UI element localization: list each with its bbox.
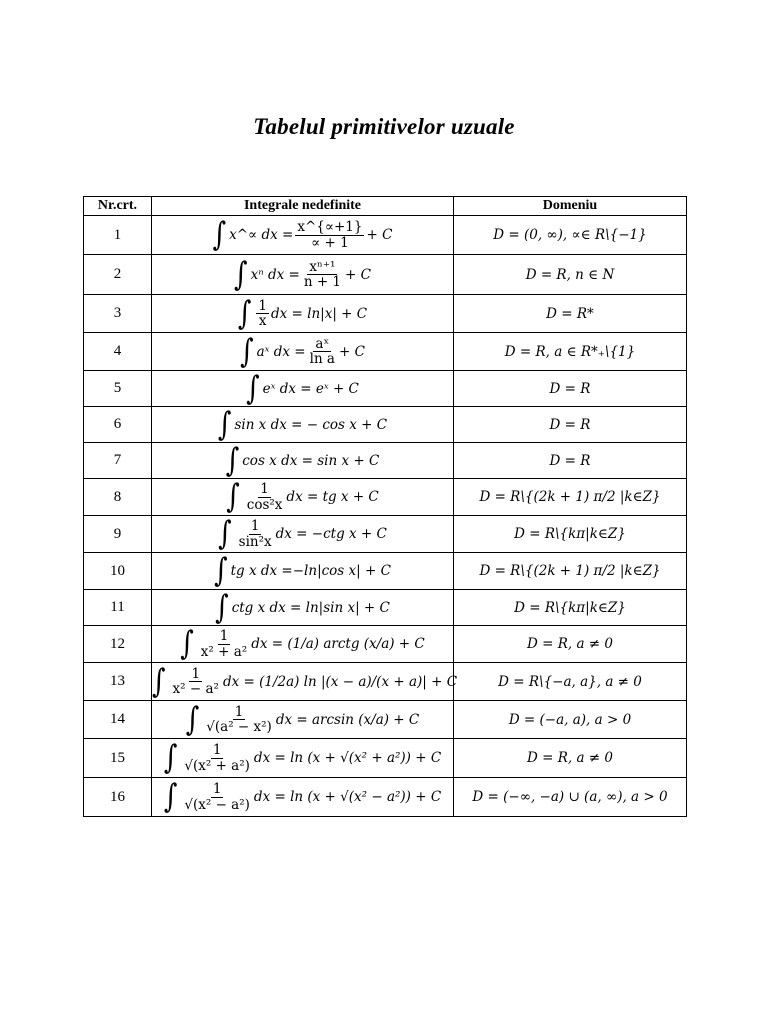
domain-cell: D = R [454, 443, 687, 479]
formula-body [152, 662, 458, 701]
integral-sign: ∫ [226, 478, 240, 516]
formula-body [234, 255, 371, 294]
integral-formula [152, 255, 454, 295]
integrand-fraction-denominator: x [258, 313, 267, 329]
integral-formula [152, 295, 454, 333]
integral-sign: ∫ [163, 778, 178, 816]
page-title: Tabelul primitivelor uzuale [253, 114, 515, 139]
integral-sign: ∫ [217, 405, 232, 444]
integrand-fraction-numerator: 1 [234, 703, 244, 720]
integral-formula [152, 333, 454, 371]
domain-cell: D = R, a ∈ R*₊\{1} [454, 333, 687, 371]
integrand-fraction-denominator: cos²x [246, 496, 283, 513]
table-row [84, 295, 687, 333]
table-row [84, 333, 687, 371]
integral-formula [152, 443, 454, 479]
header-nr: Nr.crt. [84, 197, 152, 216]
row-number: 5 [84, 371, 152, 407]
integral-sign: ∫ [237, 294, 252, 333]
domain-cell: D = R, n ∈ N [454, 255, 687, 295]
integral-formula [152, 778, 454, 817]
formula-result: dx = ln|x| + C [271, 305, 368, 322]
row-number: 8 [84, 479, 152, 516]
formula-body [226, 478, 379, 516]
integrand-fraction-denominator: sin²x [238, 533, 272, 550]
integral-sign: ∫ [212, 216, 227, 254]
integral-formula [152, 701, 454, 739]
formula-body [240, 332, 365, 371]
integrand-fraction-numerator: 1 [250, 518, 260, 535]
integrand-fraction-denominator: √(x² − a²) [184, 796, 250, 813]
result-fraction-denominator: n + 1 [303, 274, 342, 290]
table-row [84, 255, 687, 295]
row-number: 3 [84, 295, 152, 333]
result-fraction [308, 337, 337, 366]
domain-cell: D = R\{kπ|k∈Z} [454, 516, 687, 553]
formula-body [185, 700, 420, 739]
integrand-fraction-numerator: 1 [258, 297, 268, 314]
table-row [84, 663, 687, 701]
row-number: 6 [84, 407, 152, 443]
integrand-fraction-denominator: x² − a² [172, 681, 219, 697]
table-row [84, 216, 687, 255]
domain-cell: D = R\{(2k + 1) π/2 |k∈Z} [454, 479, 687, 516]
domain-cell: D = R* [454, 295, 687, 333]
table-row [84, 778, 687, 817]
integrand-fraction [245, 482, 285, 511]
domain-cell: D = (−a, a), a > 0 [454, 701, 687, 739]
integral-sign: ∫ [215, 588, 229, 627]
integrand-fraction-denominator: √(x² + a²) [184, 757, 250, 774]
integrand: xⁿ dx = [250, 266, 300, 283]
domain-cell: D = R\{kπ|k∈Z} [454, 590, 687, 626]
formula-result: dx = (1/a) arctg (x/a) + C [251, 636, 425, 652]
formula-text: cos x dx = sin x + C [242, 452, 380, 469]
row-number: 14 [84, 701, 152, 739]
formula-body [180, 625, 425, 663]
integrand: x^∝ dx = [229, 227, 294, 243]
formula-result: dx = arcsin (x/a) + C [275, 711, 420, 728]
formula-result: dx = ln (x + √(x² − a²)) + C [253, 789, 442, 805]
integral-formula [152, 590, 454, 626]
header-integrals: Integrale nedefinite [152, 197, 454, 216]
result-fraction [302, 260, 343, 289]
integral-formula [152, 626, 454, 663]
integral-formula [152, 407, 454, 443]
table-row [84, 516, 687, 553]
integral-formula [152, 739, 454, 778]
table-row [84, 371, 687, 407]
table-row [84, 701, 687, 739]
integral-sign: ∫ [152, 662, 166, 701]
integral-formula [152, 479, 454, 516]
row-number: 12 [84, 626, 152, 663]
formula-text: sin x dx = − cos x + C [234, 416, 388, 433]
formula-body [215, 588, 390, 627]
integral-sign: ∫ [185, 700, 200, 739]
integrand-fraction [204, 705, 274, 734]
constant: + C [366, 227, 393, 243]
integral-formula [152, 553, 454, 590]
row-number: 16 [84, 778, 152, 817]
integral-sign: ∫ [246, 369, 260, 408]
formula-body [225, 441, 380, 480]
integral-sign: ∫ [214, 552, 228, 590]
table-row [84, 739, 687, 778]
integrand: aˣ dx = [256, 343, 306, 360]
row-number: 11 [84, 590, 152, 626]
integrand-fraction-numerator: 1 [260, 481, 269, 498]
domain-cell: D = (−∞, −a) ∪ (a, ∞), a > 0 [454, 778, 687, 817]
integrand-fraction-denominator: x² + a² [200, 643, 248, 660]
formula-body [163, 778, 442, 816]
row-number: 15 [84, 739, 152, 778]
result-fraction-denominator: ln a [309, 351, 335, 367]
integral-sign: ∫ [218, 515, 232, 553]
formula-body [217, 405, 388, 444]
row-number: 10 [84, 553, 152, 590]
result-fraction-numerator: xⁿ⁺¹ [309, 258, 336, 275]
domain-cell: D = R, a ≠ 0 [454, 626, 687, 663]
integrand-fraction-numerator: 1 [191, 665, 201, 682]
domain-cell: D = (0, ∞), ∝∈ R\{−1} [454, 216, 687, 255]
table-row [84, 626, 687, 663]
row-number: 1 [84, 216, 152, 255]
integrand-fraction-numerator: 1 [219, 628, 229, 645]
formula-body [212, 216, 393, 254]
domain-cell: D = R\{−a, a}, a ≠ 0 [454, 663, 687, 701]
integral-sign: ∫ [240, 332, 254, 371]
integral-formula [152, 371, 454, 407]
integral-formula [152, 662, 458, 701]
row-number: 4 [84, 333, 152, 371]
result-fraction [295, 220, 364, 249]
row-number: 9 [84, 516, 152, 553]
integrand-fraction [182, 743, 252, 772]
integrand-fraction-numerator: 1 [212, 781, 222, 798]
formula-body [214, 552, 391, 590]
formula-text: eˣ dx = eˣ + C [262, 380, 359, 397]
row-number: 2 [84, 255, 152, 295]
result-fraction-numerator: x^{∝+1} [297, 219, 363, 236]
integral-sign: ∫ [163, 739, 178, 777]
table-header-row [84, 197, 687, 216]
formula-body [163, 739, 442, 777]
table-row [84, 553, 687, 590]
constant: + C [338, 343, 365, 360]
integral-sign: ∫ [225, 441, 240, 480]
primitives-table [83, 196, 687, 817]
header-domain: Domeniu [454, 197, 687, 216]
integrand-fraction [256, 299, 269, 328]
integral-formula [152, 216, 454, 255]
table-row [84, 443, 687, 479]
integrand-fraction [199, 629, 249, 658]
formula-result: dx = −ctg x + C [275, 526, 387, 542]
table-row [84, 590, 687, 626]
formula-body [237, 294, 368, 333]
integrand-fraction [171, 667, 221, 696]
integrand-fraction-numerator: 1 [212, 742, 222, 759]
integrand-fraction [237, 519, 274, 548]
integral-sign: ∫ [180, 625, 194, 663]
row-number: 7 [84, 443, 152, 479]
constant: + C [345, 266, 371, 283]
formula-text: tg x dx =−ln|cos x| + C [230, 563, 391, 579]
domain-cell: D = R, a ≠ 0 [454, 739, 687, 778]
row-number: 13 [84, 663, 152, 701]
table-row [84, 407, 687, 443]
result-fraction-numerator: aˣ [315, 335, 330, 352]
formula-result: dx = (1/2a) ln |(x − a)/(x + a)| + C [222, 673, 458, 690]
integral-sign: ∫ [234, 255, 248, 294]
formula-body [246, 369, 359, 408]
integral-formula [152, 516, 454, 553]
result-fraction-denominator: ∝ + 1 [311, 234, 349, 251]
domain-cell: D = R\{(2k + 1) π/2 |k∈Z} [454, 553, 687, 590]
formula-text: ctg x dx = ln|sin x| + C [231, 599, 390, 616]
formula-result: dx = tg x + C [286, 489, 379, 505]
formula-body [218, 515, 387, 553]
integrand-fraction [182, 782, 252, 811]
domain-cell: D = R [454, 407, 687, 443]
integrand-fraction-denominator: √(a² − x²) [206, 719, 272, 735]
table-row [84, 479, 687, 516]
domain-cell: D = R [454, 371, 687, 407]
formula-result: dx = ln (x + √(x² + a²)) + C [253, 750, 442, 766]
